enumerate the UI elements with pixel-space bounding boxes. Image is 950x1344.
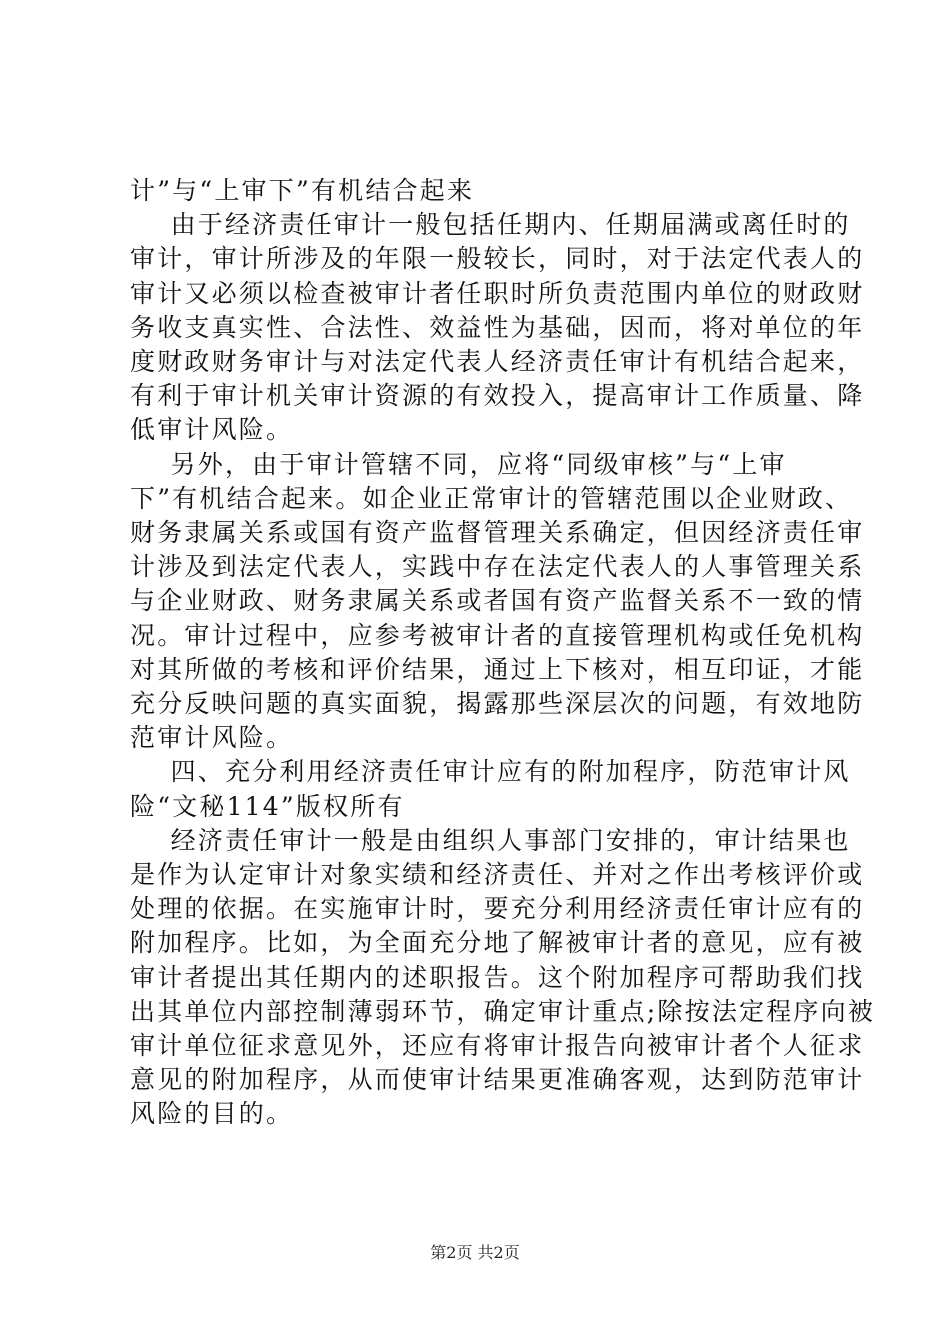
text-line: 范审计风险。 <box>130 723 294 753</box>
text-line: 审计，审计所涉及的年限一般较长，同时，对于法定代表人的 <box>130 244 865 274</box>
text-line: 意见的附加程序，从而使审计结果更准确客观，达到防范审计 <box>130 1065 865 1095</box>
page-footer: 第2页 共2页 <box>430 1243 520 1262</box>
text-line: 有利于审计机关审计资源的有效投入，提高审计工作质量、降 <box>130 381 865 411</box>
text-line: 四、充分利用经济责任审计应有的附加程序，防范审计风 <box>130 757 851 787</box>
text-line: 是作为认定审计对象实绩和经济责任、并对之作出考核评价或 <box>130 860 865 889</box>
text-line: 经济责任审计一般是由组织人事部门安排的，审计结果也 <box>130 825 851 855</box>
text-line: 充分反映问题的真实面貌，揭露那些深层次的问题，有效地防 <box>130 689 865 718</box>
text-line: 另外，由于审计管辖不同，应将“同级审核”与“上审 <box>130 449 787 479</box>
text-line: 审计单位征求意见外，还应有将审计报告向被审计者个人征求 <box>130 1031 865 1060</box>
text-line: 与企业财政、财务隶属关系或者国有资产监督关系不一致的情 <box>130 586 865 616</box>
text-line: 险“文秘114”版权所有 <box>130 791 405 821</box>
text-line: 务收支真实性、合法性、效益性为基础，因而，将对单位的年 <box>130 312 865 342</box>
text-line: 低审计风险。 <box>130 415 294 445</box>
text-line: 审计者提出其任期内的述职报告。这个附加程序可帮助我们找 <box>130 962 865 992</box>
text-line: 计涉及到法定代表人，实践中存在法定代表人的人事管理关系 <box>130 552 865 582</box>
text-line: 风险的目的。 <box>130 1099 294 1129</box>
text-line: 出其单位内部控制薄弱环节，确定审计重点;除按法定程序向被 <box>130 996 876 1026</box>
text-line: 计”与“上审下”有机结合起来 <box>130 176 475 205</box>
text-line: 况。审计过程中，应参考被审计者的直接管理机构或任免机构 <box>130 620 865 650</box>
text-line: 附加程序。比如，为全面充分地了解被审计者的意见，应有被 <box>130 928 865 958</box>
text-line: 下”有机结合起来。如企业正常审计的管辖范围以企业财政、 <box>130 483 853 513</box>
text-line: 审计又必须以检查被审计者任职时所负责范围内单位的财政财 <box>130 278 865 308</box>
text-line: 处理的依据。在实施审计时，要充分利用经济责任审计应有的 <box>130 894 865 924</box>
text-line: 财务隶属关系或国有资产监督管理关系确定，但因经济责任审 <box>130 518 865 547</box>
text-line: 由于经济责任审计一般包括任期内、任期届满或离任时的 <box>130 210 851 240</box>
text-line: 度财政财务审计与对法定代表人经济责任审计有机结合起来， <box>130 347 865 376</box>
text-line: 对其所做的考核和评价结果，通过上下核对，相互印证，才能 <box>130 654 865 684</box>
